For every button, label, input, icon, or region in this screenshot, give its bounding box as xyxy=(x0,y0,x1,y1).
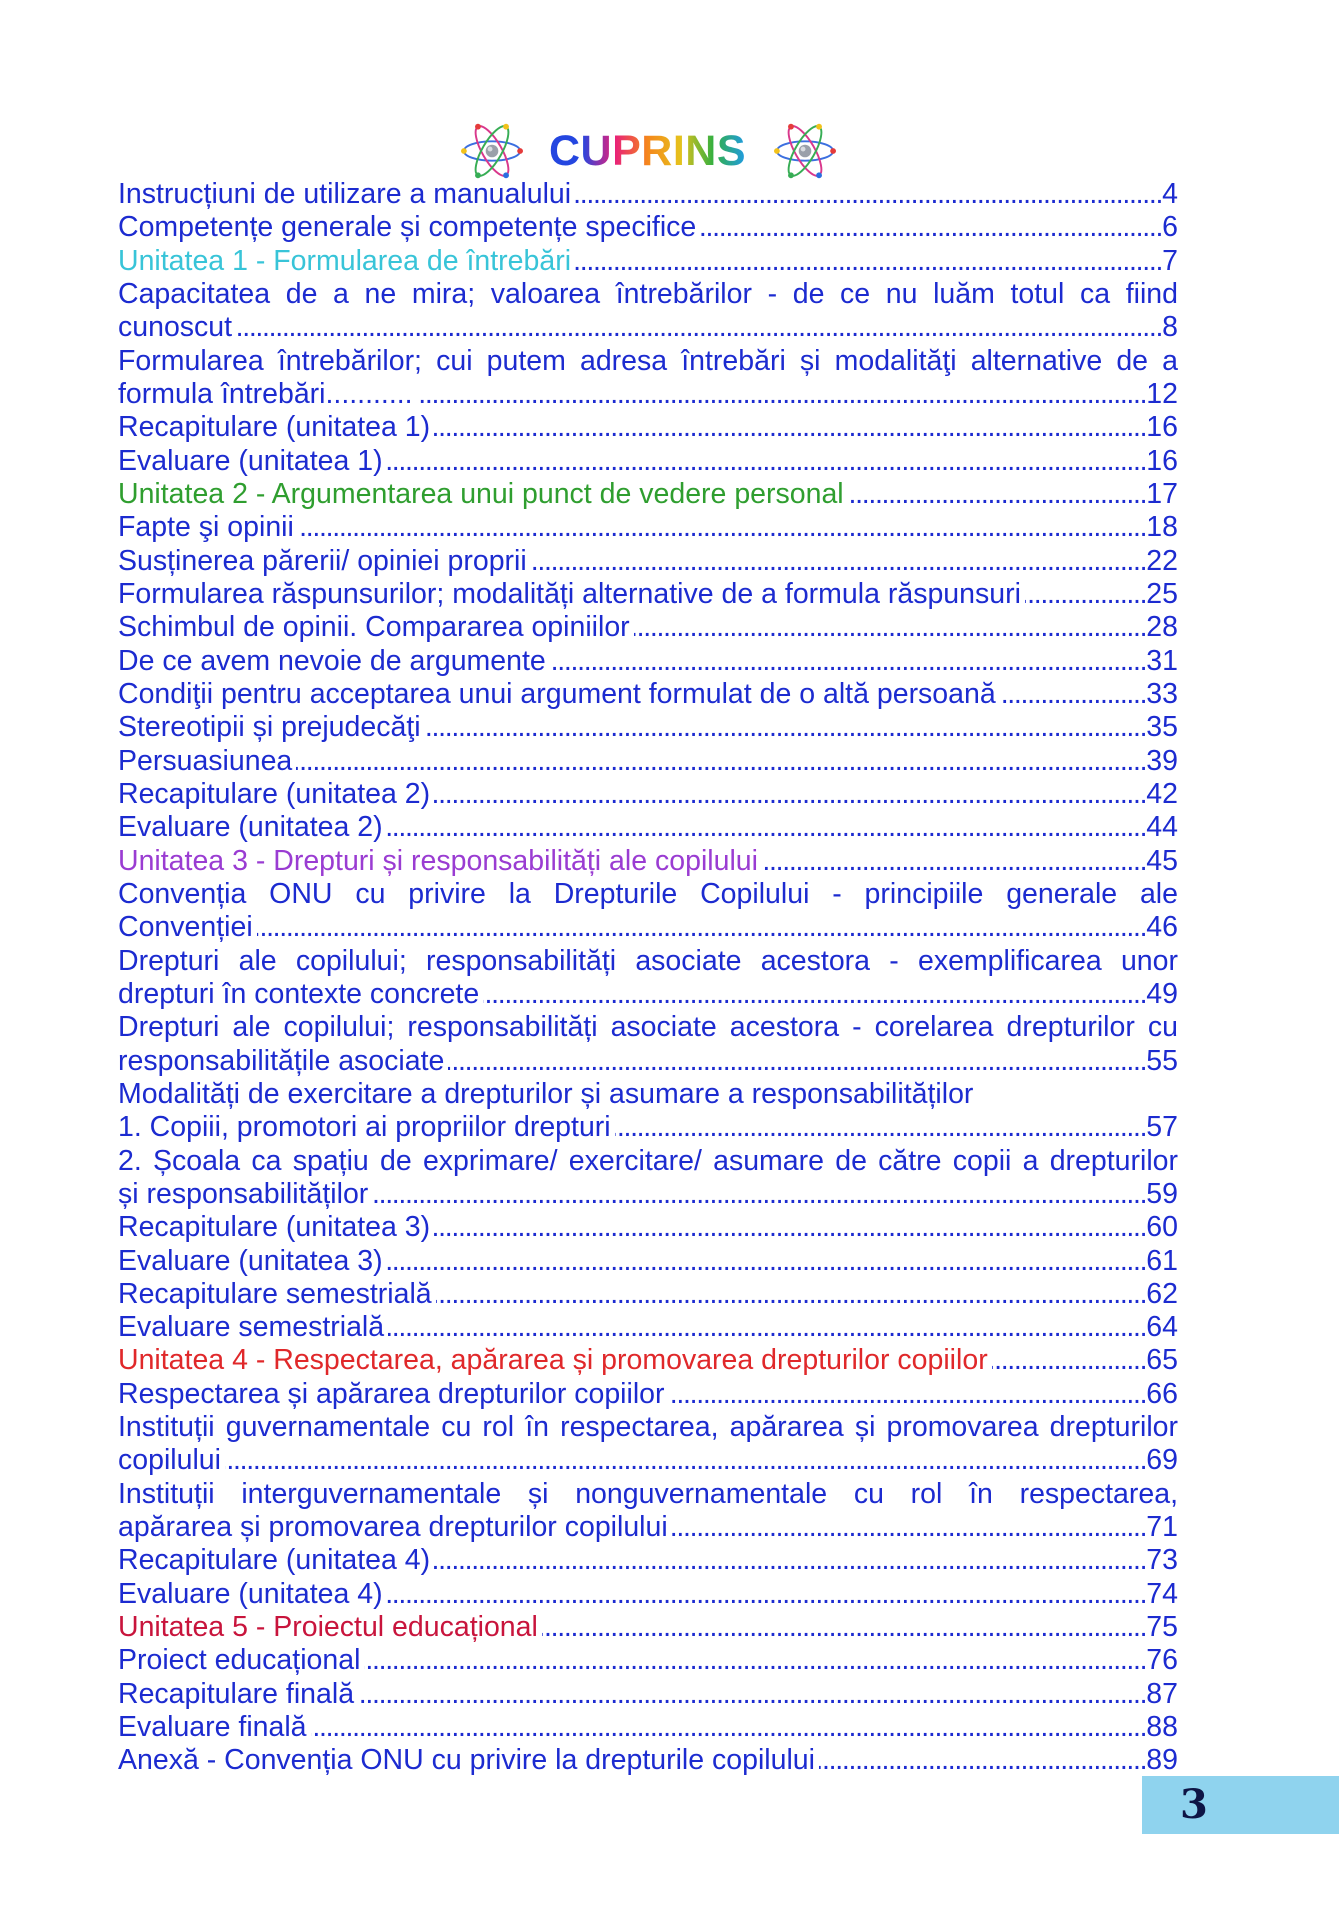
dot-leader xyxy=(417,378,1147,411)
dot-leader xyxy=(298,511,1146,544)
toc-line xyxy=(118,1678,1178,1711)
toc-entry xyxy=(118,1278,1178,1311)
toc-line xyxy=(118,1511,1178,1544)
dot-leader xyxy=(762,845,1146,878)
toc-page-number: 65 xyxy=(1146,1344,1178,1377)
dot-leader xyxy=(1000,678,1147,711)
toc-entry-title: și responsabilităților xyxy=(118,1177,369,1210)
toc-line xyxy=(118,1578,1178,1611)
dot-leader xyxy=(434,1211,1146,1244)
toc-entry-title: Recapitulare finală xyxy=(118,1677,355,1710)
toc-entry-title: Convenției xyxy=(118,911,253,944)
toc-entry-title: Competențe generale și competențe specifice xyxy=(118,211,697,244)
toc-line xyxy=(118,1045,1178,1078)
toc-line xyxy=(118,1111,1178,1144)
toc-entry-title: Instituții guvernamentale cu rol în respectarea, apărarea și promovarea drepturilor xyxy=(118,1411,1178,1444)
toc-entry xyxy=(118,545,1178,578)
atom-icon xyxy=(774,120,836,182)
toc-entry xyxy=(118,1611,1178,1644)
toc-page-number: 16 xyxy=(1146,444,1178,477)
toc-entry-title: copilului xyxy=(118,1444,221,1477)
toc-entry xyxy=(118,611,1178,644)
toc-page-number: 61 xyxy=(1146,1244,1178,1277)
table-of-contents xyxy=(118,178,1178,1778)
toc-entry xyxy=(118,445,1178,478)
toc-page-number: 57 xyxy=(1146,1111,1178,1144)
toc-page-number: 17 xyxy=(1146,477,1178,510)
toc-entry-title: Instituții interguvernamentale și nonguvernamentale cu rol în respectarea, xyxy=(118,1477,1178,1510)
toc-line xyxy=(118,1178,1178,1211)
toc-page-number: 25 xyxy=(1146,577,1178,610)
dot-leader xyxy=(434,778,1146,811)
toc-page-number: 66 xyxy=(1146,1377,1178,1410)
toc-line xyxy=(118,1411,1178,1444)
toc-line xyxy=(118,1078,1178,1111)
toc-line xyxy=(118,278,1178,311)
toc-entry xyxy=(118,1111,1178,1144)
toc-page-number: 49 xyxy=(1146,977,1178,1010)
toc-line xyxy=(118,1211,1178,1244)
toc-entry-title: Instrucțiuni de utilizare a manualului xyxy=(118,178,572,210)
toc-entry-title: De ce avem nevoie de argumente xyxy=(118,644,546,677)
toc-entry xyxy=(118,1711,1178,1744)
dot-leader xyxy=(236,311,1162,344)
dot-leader xyxy=(550,645,1147,678)
dot-leader xyxy=(358,1678,1146,1711)
toc-line xyxy=(118,1245,1178,1278)
dot-leader xyxy=(387,811,1147,844)
toc-line xyxy=(118,911,1178,944)
toc-entry xyxy=(118,478,1178,511)
toc-entry xyxy=(118,1211,1178,1244)
toc-entry xyxy=(118,745,1178,778)
toc-line xyxy=(118,778,1178,811)
toc-entry-title: Drepturi ale copilului; responsabilități asociate acestora - exemplificarea unor xyxy=(118,944,1178,977)
dot-leader xyxy=(387,1245,1147,1278)
toc-entry xyxy=(118,1245,1178,1278)
toc-page-number: 64 xyxy=(1146,1311,1178,1344)
toc-entry-title: Recapitulare semestrială xyxy=(118,1277,432,1310)
dot-leader xyxy=(615,1111,1147,1144)
toc-page-number: 71 xyxy=(1146,1511,1178,1544)
toc-page-number: 73 xyxy=(1146,1544,1178,1577)
toc-entry-title: Fapte şi opinii xyxy=(118,511,294,544)
toc-entry-title: Condiţii pentru acceptarea unui argument formulat de o altă persoană xyxy=(118,677,996,710)
toc-entry-title: Persuasiunea xyxy=(118,744,293,777)
dot-leader xyxy=(672,1511,1147,1544)
toc-page-number: 55 xyxy=(1146,1044,1178,1077)
toc-entry-title: Recapitulare (unitatea 1) xyxy=(118,411,431,444)
toc-page-number: 4 xyxy=(1162,178,1178,210)
toc-entry-title: Evaluare (unitatea 3) xyxy=(118,1244,383,1277)
toc-page-number: 76 xyxy=(1146,1644,1178,1677)
toc-entry xyxy=(118,211,1178,244)
toc-entry-title: apărarea și promovarea drepturilor copilului xyxy=(118,1511,668,1544)
atom-icon xyxy=(461,120,523,182)
dot-leader xyxy=(542,1611,1146,1644)
toc-page-number: 45 xyxy=(1146,844,1178,877)
toc-page-number: 35 xyxy=(1146,711,1178,744)
dot-leader xyxy=(425,711,1147,744)
toc-entry xyxy=(118,1578,1178,1611)
toc-entry-title: responsabilitățile asociate xyxy=(118,1044,445,1077)
toc-line xyxy=(118,245,1178,278)
toc-entry xyxy=(118,945,1178,1012)
toc-entry xyxy=(118,1411,1178,1478)
toc-line xyxy=(118,611,1178,644)
toc-entry xyxy=(118,778,1178,811)
toc-entry xyxy=(118,278,1178,345)
toc-page-number: 89 xyxy=(1146,1744,1178,1777)
toc-line xyxy=(118,311,1178,344)
dot-leader xyxy=(225,1444,1146,1477)
dot-leader xyxy=(372,1178,1146,1211)
toc-page-number: 22 xyxy=(1146,544,1178,577)
toc-entry-title: Drepturi ale copilului; responsabilități asociate acestora - corelarea drepturilor cu xyxy=(118,1011,1178,1044)
toc-page-number: 12 xyxy=(1146,377,1178,410)
toc-page-number: 62 xyxy=(1146,1277,1178,1310)
toc-line xyxy=(118,845,1178,878)
toc-entry xyxy=(118,645,1178,678)
dot-leader xyxy=(364,1644,1146,1677)
toc-line xyxy=(118,1611,1178,1644)
toc-line xyxy=(118,811,1178,844)
toc-entry xyxy=(118,678,1178,711)
dot-leader xyxy=(257,911,1147,944)
toc-page-number: 69 xyxy=(1146,1444,1178,1477)
toc-entry-title: Recapitulare (unitatea 4) xyxy=(118,1544,431,1577)
toc-entry-title: Unitatea 3 - Drepturi și responsabilități ale copilului xyxy=(118,844,758,877)
toc-line xyxy=(118,1478,1178,1511)
dot-leader xyxy=(296,745,1146,778)
toc-line xyxy=(118,178,1178,211)
toc-entry xyxy=(118,1378,1178,1411)
toc-page-number: 44 xyxy=(1146,811,1178,844)
toc-line xyxy=(118,711,1178,744)
toc-page-number: 8 xyxy=(1162,311,1178,344)
toc-entry-title: Recapitulare (unitatea 3) xyxy=(118,1211,431,1244)
toc-entry xyxy=(118,711,1178,744)
toc-entry xyxy=(118,1078,1178,1111)
toc-page-number: 31 xyxy=(1146,644,1178,677)
toc-page-number: 7 xyxy=(1162,244,1178,277)
toc-entry-title: Formularea răspunsurilor; modalități alternative de a formula răspunsuri xyxy=(118,577,1021,610)
page-number: 3 xyxy=(1180,1781,1208,1828)
toc-entry-title: 2. Școala ca spațiu de exprimare/ exercitare/ asumare de către copii a drepturilor xyxy=(118,1144,1178,1177)
toc-entry xyxy=(118,845,1178,878)
toc-entry xyxy=(118,511,1178,544)
toc-entry-title: Unitatea 5 - Proiectul educațional xyxy=(118,1611,538,1644)
toc-line xyxy=(118,511,1178,544)
toc-line xyxy=(118,1544,1178,1577)
toc-line xyxy=(118,745,1178,778)
dot-leader xyxy=(819,1744,1146,1777)
toc-page-number: 39 xyxy=(1146,744,1178,777)
toc-line xyxy=(118,211,1178,244)
toc-line xyxy=(118,645,1178,678)
dot-leader xyxy=(434,1544,1146,1577)
toc-entry-title: Unitatea 1 - Formularea de întrebări xyxy=(118,244,572,277)
toc-entry-title: Convenția ONU cu privire la Drepturile Copilului - principiile generale ale xyxy=(118,877,1178,910)
dot-leader xyxy=(848,478,1147,511)
toc-entry-title: drepturi în contexte concrete xyxy=(118,977,480,1010)
toc-entry-title: Stereotipii și prejudecăţi xyxy=(118,711,421,744)
toc-entry xyxy=(118,411,1178,444)
toc-line xyxy=(118,1344,1178,1377)
dot-leader xyxy=(700,211,1162,244)
toc-entry-title: Evaluare (unitatea 2) xyxy=(118,811,383,844)
toc-page-number: 16 xyxy=(1146,411,1178,444)
toc-line xyxy=(118,1311,1178,1344)
toc-entry xyxy=(118,1678,1178,1711)
toc-header xyxy=(461,120,836,182)
toc-entry-title: Proiect educațional xyxy=(118,1644,361,1677)
toc-entry-title: 1. Copiii, promotori ai propriilor drepturi xyxy=(118,1111,611,1144)
toc-entry xyxy=(118,245,1178,278)
toc-entry xyxy=(118,1744,1178,1777)
dot-leader xyxy=(483,978,1146,1011)
toc-line xyxy=(118,1744,1178,1777)
dot-leader xyxy=(387,445,1147,478)
toc-entry-title: Unitatea 4 - Respectarea, apărarea și promovarea drepturilor copiilor xyxy=(118,1344,988,1377)
toc-entry xyxy=(118,1145,1178,1212)
toc-line xyxy=(118,1145,1178,1178)
toc-entry-title: Evaluare (unitatea 4) xyxy=(118,1577,383,1610)
dot-leader xyxy=(531,545,1147,578)
dot-leader xyxy=(992,1344,1147,1377)
toc-page-number: 60 xyxy=(1146,1211,1178,1244)
toc-entry xyxy=(118,1478,1178,1545)
toc-line xyxy=(118,578,1178,611)
toc-line xyxy=(118,345,1178,378)
toc-line xyxy=(118,678,1178,711)
toc-entry xyxy=(118,878,1178,945)
toc-entry-title: Unitatea 2 - Argumentarea unui punct de vedere personal xyxy=(118,477,844,510)
toc-page-number: 88 xyxy=(1146,1711,1178,1744)
toc-entry xyxy=(118,345,1178,412)
dot-leader xyxy=(387,1578,1147,1611)
toc-line xyxy=(118,945,1178,978)
toc-entry-title: Respectarea și apărarea drepturilor copiilor xyxy=(118,1377,665,1410)
toc-entry-title: Susținerea părerii/ opiniei proprii xyxy=(118,544,527,577)
toc-page-number: 42 xyxy=(1146,777,1178,810)
page-title: CUPRINS xyxy=(549,120,746,182)
dot-leader xyxy=(434,411,1146,444)
toc-entry-title: Recapitulare (unitatea 2) xyxy=(118,777,431,810)
toc-page-number: 75 xyxy=(1146,1611,1178,1644)
toc-page-number: 74 xyxy=(1146,1577,1178,1610)
toc-entry-title: Evaluare finală xyxy=(118,1711,307,1744)
toc-entry-title: Modalități de exercitare a drepturilor și asumare a responsabilităților xyxy=(118,1077,974,1110)
toc-entry xyxy=(118,578,1178,611)
dot-leader xyxy=(575,245,1162,278)
dot-leader xyxy=(575,178,1162,211)
toc-entry-title: Evaluare semestrială xyxy=(118,1311,385,1344)
dot-leader xyxy=(388,1311,1146,1344)
toc-entry xyxy=(118,1644,1178,1677)
toc-line xyxy=(118,445,1178,478)
toc-line xyxy=(118,1378,1178,1411)
toc-line xyxy=(118,878,1178,911)
toc-line xyxy=(118,378,1178,411)
toc-page-number: 18 xyxy=(1146,511,1178,544)
toc-line xyxy=(118,1444,1178,1477)
toc-page-number: 46 xyxy=(1146,911,1178,944)
toc-line xyxy=(118,411,1178,444)
toc-line xyxy=(118,545,1178,578)
toc-entry-title: Capacitatea de a ne mira; valoarea întrebărilor - de ce nu luăm totul ca fiind xyxy=(118,277,1178,310)
toc-entry-title: cunoscut xyxy=(118,311,233,344)
page-number-box xyxy=(1142,1776,1339,1834)
toc-entry-title: formula întrebări........... xyxy=(118,377,413,410)
toc-line xyxy=(118,1711,1178,1744)
dot-leader xyxy=(669,1378,1147,1411)
toc-entry-title: Schimbul de opinii. Compararea opiniilor xyxy=(118,611,630,644)
toc-page-number: 59 xyxy=(1146,1177,1178,1210)
toc-page-number: 33 xyxy=(1146,677,1178,710)
toc-line xyxy=(118,478,1178,511)
toc-page-number: 87 xyxy=(1146,1677,1178,1710)
toc-entry xyxy=(118,1344,1178,1377)
toc-page-number: 28 xyxy=(1146,611,1178,644)
toc-line xyxy=(118,978,1178,1011)
dot-leader xyxy=(436,1278,1147,1311)
toc-entry-title: Anexă - Convenția ONU cu privire la drepturile copilului xyxy=(118,1744,815,1777)
dot-leader xyxy=(448,1045,1146,1078)
dot-leader xyxy=(311,1711,1147,1744)
dot-leader xyxy=(1025,578,1146,611)
toc-page-number: 6 xyxy=(1162,211,1178,244)
toc-entry xyxy=(118,178,1178,211)
toc-entry xyxy=(118,1011,1178,1078)
toc-line xyxy=(118,1644,1178,1677)
toc-entry-title: Evaluare (unitatea 1) xyxy=(118,444,383,477)
toc-entry-title: Formularea întrebărilor; cui putem adresa întrebări și modalităţi alternative de a xyxy=(118,344,1178,377)
toc-line xyxy=(118,1278,1178,1311)
toc-entry xyxy=(118,811,1178,844)
toc-line xyxy=(118,1011,1178,1044)
toc-entry xyxy=(118,1544,1178,1577)
toc-entry xyxy=(118,1311,1178,1344)
dot-leader xyxy=(634,611,1147,644)
